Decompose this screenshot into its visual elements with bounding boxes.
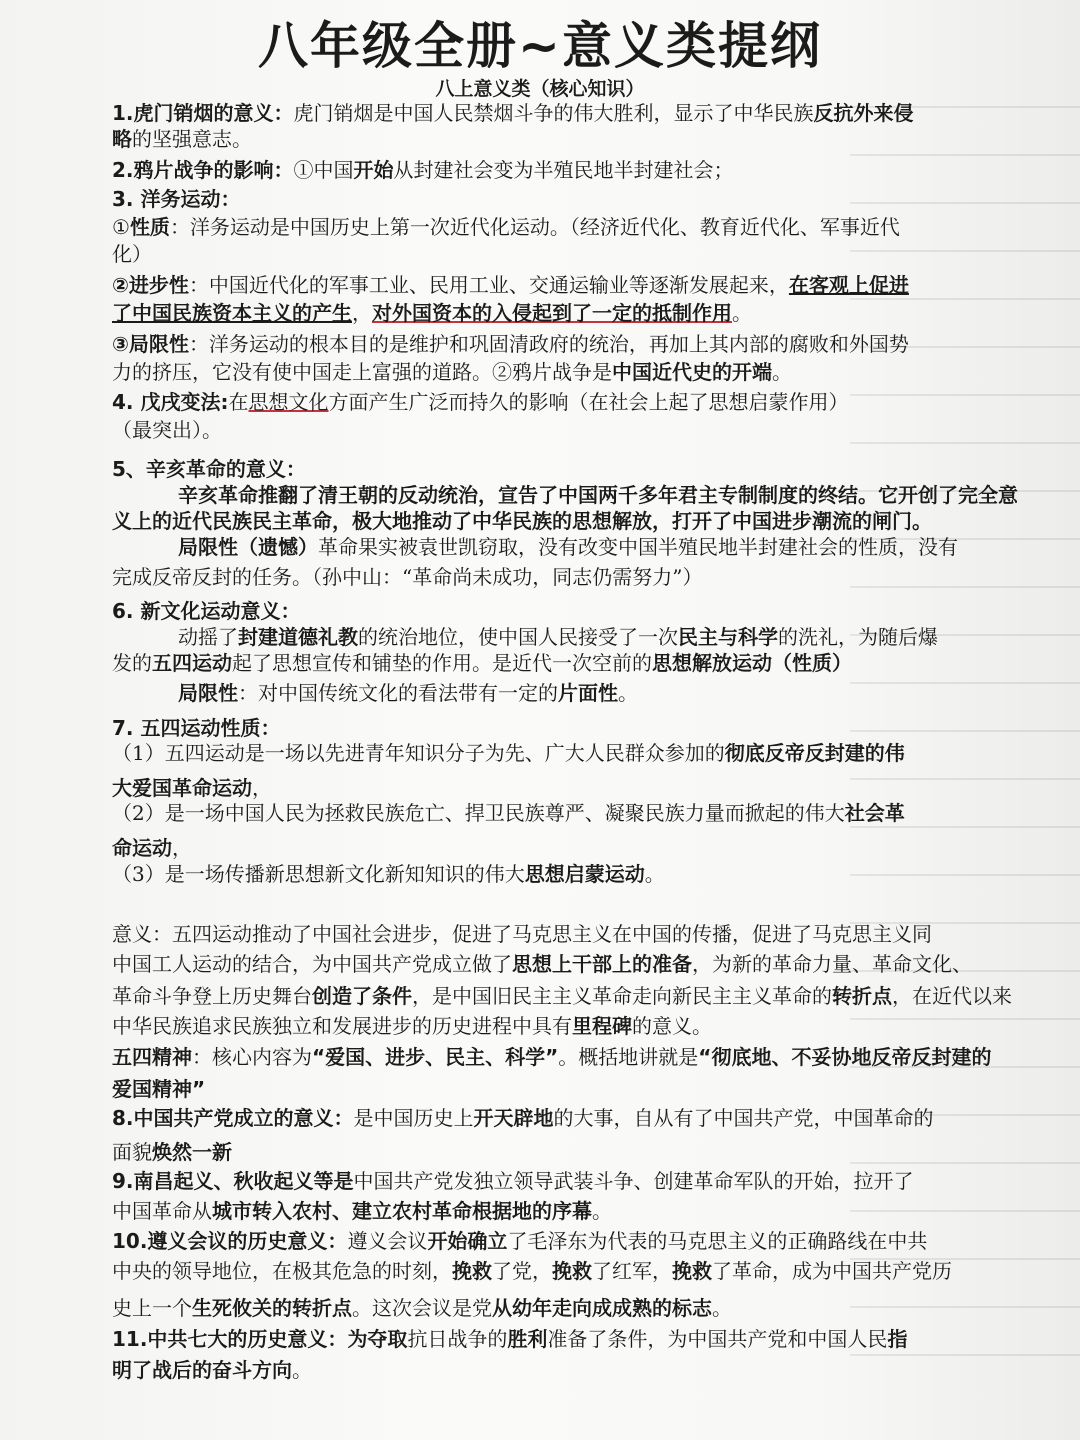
outline-line <box>112 564 702 590</box>
key-term: 大爱国革命运动 <box>112 776 252 800</box>
outline-line <box>112 775 272 801</box>
outline-line <box>112 1228 927 1254</box>
outline-line <box>112 1198 612 1224</box>
key-term: 明了战后的 <box>112 1358 212 1382</box>
outline-line <box>112 126 252 152</box>
key-term: 创造了条件 <box>312 984 412 1008</box>
line-text: 史上一个 <box>112 1296 192 1320</box>
line-text: 。 <box>618 681 638 705</box>
outline-line <box>178 534 958 560</box>
line-text: 。 <box>732 301 752 325</box>
line-text: 。 <box>712 1296 732 1320</box>
outline-line <box>112 1044 991 1070</box>
key-term: 奋斗方向 <box>212 1358 292 1382</box>
outline-line <box>112 650 852 676</box>
line-text: ① <box>112 215 130 239</box>
line-text: 动摇了 <box>178 625 238 649</box>
key-term: 里程碑 <box>572 1014 632 1038</box>
key-term: “爱国、进步、民主、科学” <box>312 1045 559 1069</box>
line-text: 发的 <box>112 651 152 675</box>
key-term: 胜利 <box>507 1327 548 1351</box>
key-term: 封建道德礼教 <box>238 625 358 649</box>
outline-line <box>112 740 905 766</box>
key-term: 彻底反帝反封建的伟 <box>724 741 905 765</box>
outline-line <box>112 1357 312 1383</box>
line-text: 的意义。 <box>632 1014 712 1038</box>
key-term: 在客观上促进 <box>788 273 909 297</box>
key-term: 转折点 <box>832 984 892 1008</box>
key-term: 生死攸关的转折点 <box>192 1296 352 1320</box>
outline-line <box>112 861 665 887</box>
key-term: 了中国民族资本主义的产生 <box>112 301 352 325</box>
outline-line <box>112 300 752 326</box>
outline-line <box>178 482 1018 508</box>
key-term: 焕然一新 <box>152 1140 232 1164</box>
line-text: （1）五四运动是一场以先进青年知识分子为先、广大人民群众参加的 <box>112 741 725 765</box>
line-text: 中国共产党发独立领导武装斗争、创建革命军队的开始，拉开了 <box>353 1169 914 1193</box>
line-text: 方面产生广泛而持久的影响（在社会上起了思想启蒙作用） <box>328 390 849 414</box>
outline-line <box>112 983 1012 1009</box>
page-title: 八年级全册~意义类提纲 <box>258 17 822 75</box>
key-term: 10.遵义会议的历史意义： <box>112 1229 348 1253</box>
line-text: ：核心内容为 <box>192 1045 312 1069</box>
outline-line <box>112 1295 732 1321</box>
line-text: ，是中国旧民主主义革命走向新民主主义革命的 <box>412 984 832 1008</box>
outline-line <box>112 1139 232 1165</box>
line-text: ：中国近代化的军事工业、民用工业、交通运输业等逐渐发展起来， <box>188 273 789 297</box>
line-text: 了毛泽东为代表的马克思主义的正确路线在中共 <box>507 1229 928 1253</box>
line-text: ：洋务运动的根本目的是维护和巩固清政府的统治，再加上其内部的腐败和外国势 <box>188 332 909 356</box>
outline-line <box>178 680 638 706</box>
key-term: 民主与科学 <box>678 625 778 649</box>
line-text: ，为新的革命力量、革命文化、 <box>692 952 972 976</box>
outline-line <box>112 715 280 741</box>
key-term: 挽救 <box>552 1259 592 1283</box>
outline-line <box>112 835 192 861</box>
key-term: 开天辟地 <box>473 1106 554 1130</box>
line-text: 思想文化 <box>248 390 329 414</box>
outline-line <box>112 1076 205 1102</box>
line-text: ， <box>252 776 272 800</box>
key-term: ③局限性 <box>112 332 189 356</box>
outline-line <box>112 241 152 267</box>
line-text: （最突出）。 <box>112 418 222 442</box>
line-text: 面貌 <box>112 1140 152 1164</box>
key-term: 3. 洋务运动： <box>112 187 241 211</box>
line-text: 遵义会议 <box>347 1229 428 1253</box>
outline-line <box>112 100 914 126</box>
line-text: ，在近代以来 <box>892 984 1012 1008</box>
key-term: 挽救 <box>672 1259 712 1283</box>
key-term: 7. 五四运动性质： <box>112 716 281 740</box>
outline-line <box>112 359 792 385</box>
key-term: 11.中共七大的历史意义： <box>112 1327 348 1351</box>
line-text: ：洋务运动是中国历史上第一次近代化运动。（经济近代化、教育近代化、军事近代 <box>169 215 900 239</box>
line-text: （3）是一场传播新思想新文化新知知识的伟大 <box>112 862 525 886</box>
key-term: 五四精神 <box>112 1045 192 1069</box>
line-text: 意义：五四运动推动了中国社会进步，促进了马克思主义在中国的传播，促进了马克思主义同 <box>112 922 932 946</box>
key-term: 中国近代史的开端 <box>612 360 772 384</box>
key-term: 对外国资本的入侵起到了一定的抵制作用 <box>372 301 732 325</box>
line-text: 的坚强意志。 <box>132 127 252 151</box>
key-term: 4. 戊戌变法: <box>112 390 229 414</box>
line-text: ， <box>352 301 372 325</box>
key-term: 为夺取 <box>347 1327 408 1351</box>
key-term: 思想解放运动（性质） <box>652 651 852 675</box>
outline-line <box>112 508 932 534</box>
line-text: 是中国历史上 <box>353 1106 474 1130</box>
outline-line <box>112 417 222 443</box>
line-text: 的大事，自从有了中国共产党，中国革命的 <box>553 1106 934 1130</box>
line-text: 。 <box>772 360 792 384</box>
line-text: 。 <box>292 1358 312 1382</box>
outline-line <box>112 157 734 183</box>
line-text: ①中国 <box>293 158 354 182</box>
line-text: 虎门销烟是中国人民禁烟斗争的伟大胜利，显示了中华民族 <box>293 101 814 125</box>
line-text: 。概括地讲就是 <box>558 1045 699 1069</box>
outline-line <box>112 800 905 826</box>
line-text: 革命斗争登上历史舞台 <box>112 984 312 1008</box>
line-text: 了党， <box>492 1259 552 1283</box>
key-term: 反抗外来侵 <box>813 101 914 125</box>
outline-line <box>112 214 900 240</box>
line-text: 了革命，成为中国共产党历 <box>712 1259 952 1283</box>
outline-line <box>112 331 909 357</box>
outline-line <box>112 456 306 482</box>
key-term: 6. 新文化运动意义： <box>112 599 301 623</box>
key-term: 五四运动 <box>152 651 232 675</box>
key-term: 从幼年走向成成熟的标志 <box>492 1296 712 1320</box>
line-text: 完成反帝反封的任务。（孙中山：“革命尚未成功，同志仍需努力”） <box>112 565 703 589</box>
key-term: 5、辛亥革命的意义： <box>112 457 306 481</box>
outline-line <box>112 1013 712 1039</box>
outline-line <box>112 186 240 212</box>
key-term: 社会革 <box>844 801 905 825</box>
outline-line <box>112 1105 934 1131</box>
line-text: 中华民族追求民族独立和发展进步的历史进程中具有 <box>112 1014 572 1038</box>
line-text: 准备了条件，为中国共产党和中国人民 <box>547 1327 888 1351</box>
key-term: 辛亥革命推翻了清王朝的反动统治，宣告了中国两千多年君主专制制度的终结。它开创了完全意 <box>178 483 1018 507</box>
key-term: 2.鸦片战争的影响： <box>112 158 294 182</box>
outline-line <box>112 1168 914 1194</box>
line-text: 了红军， <box>592 1259 672 1283</box>
outline-line <box>178 624 938 650</box>
key-term: 挽救 <box>452 1259 492 1283</box>
key-term: 开始确立 <box>427 1229 508 1253</box>
line-text: ：对中国传统文化的看法带有一定的 <box>238 681 558 705</box>
line-text: （2）是一场中国人民为拯救民族危亡、捍卫民族尊严、凝聚民族力量而掀起的伟大 <box>112 801 845 825</box>
line-text: 。 <box>644 862 665 886</box>
key-term: 爱国精神” <box>112 1077 206 1101</box>
line-text: 从封建社会变为半殖民地半封建社会； <box>393 158 734 182</box>
key-term: 片面性 <box>558 681 618 705</box>
line-text: 抗日战争的 <box>407 1327 508 1351</box>
line-text: 化） <box>112 242 152 266</box>
line-text: 的统治地位，使中国人民接受了一次 <box>358 625 678 649</box>
key-term: 性质 <box>129 215 170 239</box>
outline-line <box>112 921 932 947</box>
key-term: 局限性（遗憾） <box>178 535 318 559</box>
key-term: 局限性 <box>178 681 238 705</box>
line-text: 起了思想宣传和铺垫的作用。是近代一次空前的 <box>232 651 652 675</box>
key-term: 1.虎门销烟的意义： <box>112 101 294 125</box>
key-term: 指 <box>887 1327 908 1351</box>
outline-line <box>112 389 848 415</box>
key-term: ②进步性 <box>112 273 189 297</box>
outline-line <box>112 1326 907 1352</box>
line-text: 。这次会议是党 <box>352 1296 492 1320</box>
key-term: 开始 <box>353 158 394 182</box>
line-text: 的洗礼，为随后爆 <box>778 625 938 649</box>
key-term: 8.中国共产党成立的意义： <box>112 1106 354 1130</box>
line-text: 中国革命从 <box>112 1199 212 1223</box>
outline-line <box>112 272 909 298</box>
line-text: ， <box>172 836 192 860</box>
line-text: 力的挤压，它没有使中国走上富强的道路。②鸦片战争是 <box>112 360 612 384</box>
key-term: 思想上干部上的准备 <box>512 952 692 976</box>
line-text: 中央的领导地位，在极其危急的时刻， <box>112 1259 452 1283</box>
outline-line <box>112 951 972 977</box>
key-term: 城市转入农村、建立农村革命根据地的序幕 <box>212 1199 592 1223</box>
line-text: 革命果实被袁世凯窃取，没有改变中国半殖民地半封建社会的性质，没有 <box>318 535 958 559</box>
key-term: 义上的近代民族民主革命，极大地推动了中华民族的思想解放，打开了中国进步潮流的闸门。 <box>112 509 932 533</box>
key-term: 命运动 <box>112 836 172 860</box>
outline-line <box>112 1258 952 1284</box>
key-term: “彻底地、不妥协地反帝反封建的 <box>698 1045 992 1069</box>
key-term: 9.南昌起义、秋收起义等是 <box>112 1169 354 1193</box>
key-term: 思想启蒙运动 <box>524 862 645 886</box>
outline-line <box>112 598 300 624</box>
section-subtitle: 八上意义类（核心知识） <box>435 78 645 100</box>
line-text: 。 <box>592 1199 612 1223</box>
line-text: 在 <box>228 390 249 414</box>
line-text: 中国工人运动的结合，为中国共产党成立做了 <box>112 952 512 976</box>
key-term: 略 <box>112 127 132 151</box>
